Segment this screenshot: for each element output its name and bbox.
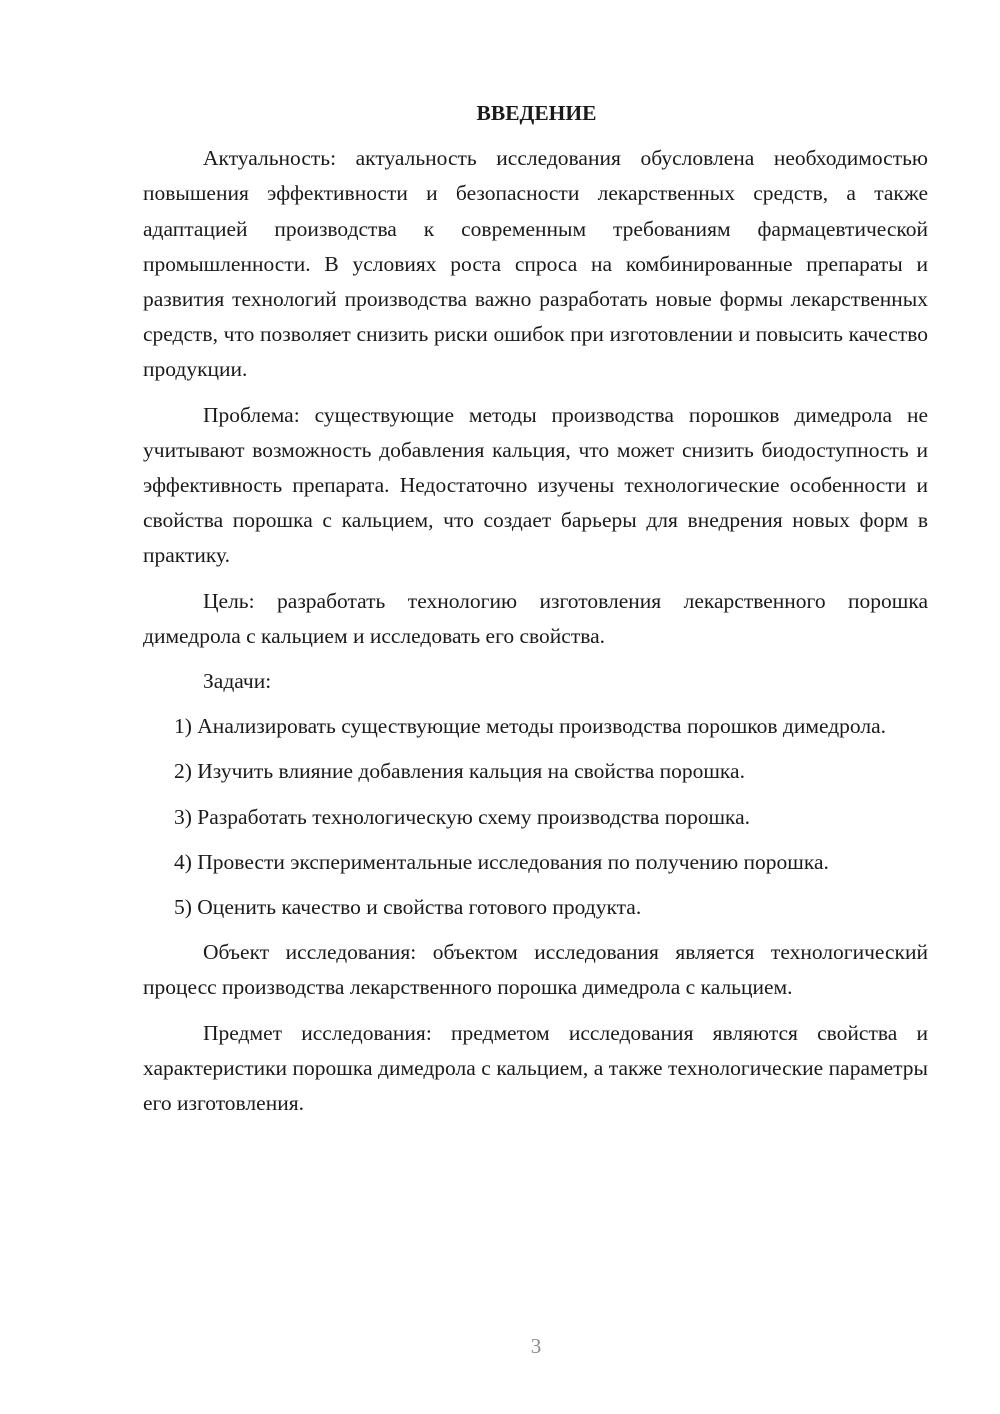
problem-paragraph: Проблема: существующие методы производства порошков димедрола не учитывают возможность добавления кальция, что может снизить биодоступность и эффективность препарата. Недостаточно изучены технологические особенности и свойства порошка с кальцием, что создает барьеры для внедрения новых форм в практику. [143, 402, 928, 568]
task-item-1: 1) Анализировать существующие методы производства порошков димедрола. [174, 714, 887, 739]
task-item-2: 2) Изучить влияние добавления кальция на свойства порошка. [174, 759, 745, 784]
page-number: 3 [530, 1334, 542, 1358]
task-item-5: 5) Оценить качество и свойства готового продукта. [174, 895, 642, 920]
section-title: ВВЕДЕНИЕ [476, 101, 597, 125]
document-page [143, 96, 928, 1131]
relevance-paragraph: Актуальность: актуальность исследования обусловлена необходимостью повышения эффективности и безопасности лекарственных средств, а также адаптацией производства к современным требованиям фармацевтической промышленности. В условиях роста спроса на комбинированные препараты и развития технологий производства важно разработать новые формы лекарственных средств, что позволяет снизить риски ошибок при изготовлении и повысить качество продукции. [143, 146, 928, 382]
task-item-3: 3) Разработать технологическую схему производства порошка. [174, 804, 751, 829]
goal-paragraph: Цель: разработать технологию изготовления лекарственного порошка димедрола с кальцием и исследовать его свойства. [143, 588, 928, 648]
object-paragraph: Объект исследования: объектом исследования является технологический процесс производства лекарственного порошка димедрола с кальцием. [143, 940, 928, 1000]
task-item-4: 4) Провести экспериментальные исследования по получению порошка. [174, 849, 829, 874]
tasks-heading: Задачи: [203, 669, 272, 694]
subject-paragraph: Предмет исследования: предметом исследования являются свойства и характеристики порошка димедрола с кальцием, а также технологические параметры его изготовления. [143, 1020, 928, 1116]
